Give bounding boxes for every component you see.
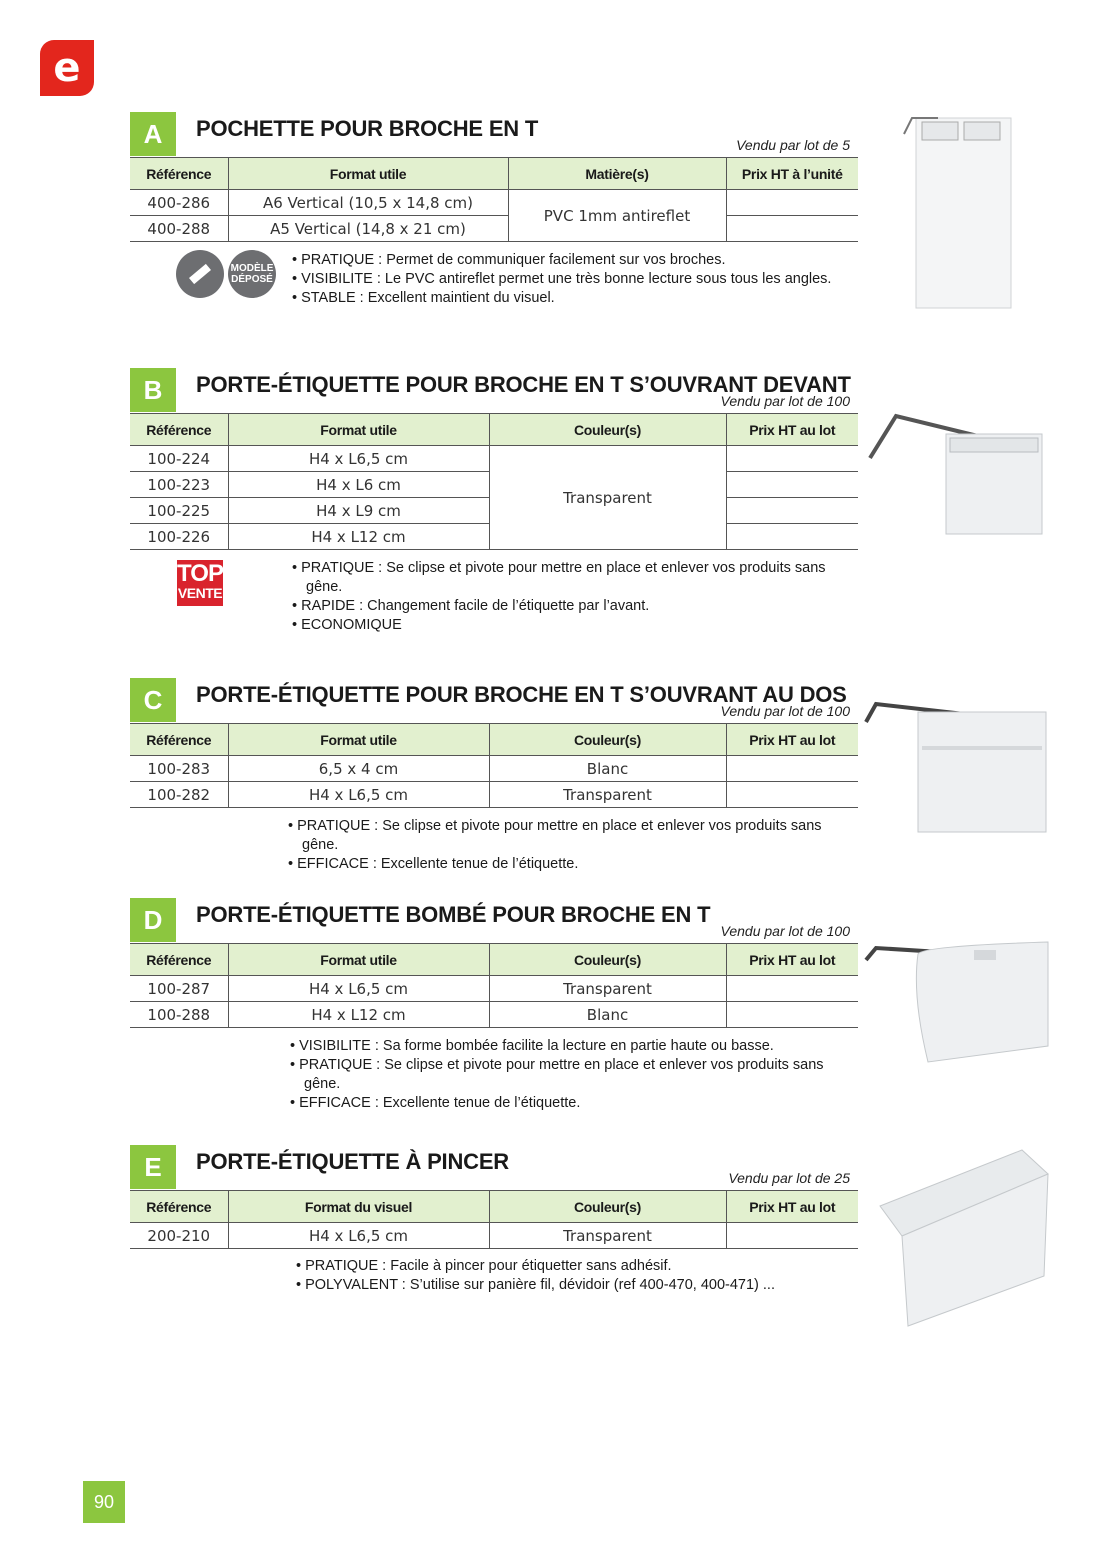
header-price: Prix HT à l’unité (726, 158, 858, 190)
table-row (130, 446, 858, 472)
product-table (130, 943, 858, 1028)
section-letter: B (130, 368, 176, 412)
section-title: PORTE-ÉTIQUETTE POUR BROCHE EN T S’OUVRANT DEVANT (196, 372, 851, 397)
bullet-list (288, 817, 848, 874)
product-image-b (866, 408, 1048, 540)
cell-price (726, 446, 858, 472)
cell-ref: 100-226 (130, 524, 228, 550)
bullet-item: • POLYVALENT : S’utilise sur panière fil, dévidoir (ref 400-470, 400-471) ... (296, 1277, 775, 1293)
cell-color: Transparent (489, 446, 726, 550)
header-price: Prix HT au lot (726, 724, 858, 756)
header-reference: Référence (130, 158, 228, 190)
sold-by: Vendu par lot de 100 (720, 393, 850, 409)
header-format: Format du visuel (228, 1191, 489, 1223)
table-row (130, 190, 858, 216)
cell-color: Blanc (489, 756, 726, 782)
cell-ref: 400-288 (130, 216, 228, 242)
section-letter: E (130, 1145, 176, 1189)
table-row (130, 976, 858, 1002)
product-image-d (862, 936, 1052, 1066)
table-row (130, 782, 858, 808)
section-title: PORTE-ÉTIQUETTE POUR BROCHE EN T S’OUVRANT AU DOS (196, 682, 847, 707)
cell-price (726, 1002, 858, 1028)
sold-by: Vendu par lot de 25 (728, 1170, 850, 1186)
sold-by: Vendu par lot de 5 (736, 137, 850, 153)
bullet-item: • RAPIDE : Changement facile de l’étiquette par l’avant. (292, 598, 650, 614)
section-title: PORTE-ÉTIQUETTE BOMBÉ POUR BROCHE EN T (196, 902, 711, 927)
header-reference: Référence (130, 724, 228, 756)
table-row (130, 1002, 858, 1028)
cell-ref: 100-288 (130, 1002, 228, 1028)
bullet-list (292, 251, 831, 308)
table-row (130, 216, 858, 242)
page-number: 90 (83, 1481, 125, 1523)
cell-ref: 200-210 (130, 1223, 228, 1249)
cell-color: Transparent (489, 1223, 726, 1249)
cell-price (726, 190, 858, 216)
header-color: Couleur(s) (489, 1191, 726, 1223)
product-table (130, 723, 858, 808)
cell-price (726, 524, 858, 550)
bullet-item: • PRATIQUE : Facile à pincer pour étiquetter sans adhésif. (296, 1258, 672, 1274)
ruler-icon (176, 250, 224, 298)
cell-format: H4 x L9 cm (228, 498, 489, 524)
bullet-item: • STABLE : Excellent maintient du visuel. (292, 290, 555, 306)
section-letter: C (130, 678, 176, 722)
cell-price (726, 756, 858, 782)
cell-format: H4 x L6 cm (228, 472, 489, 498)
bullet-item: • PRATIQUE : Permet de communiquer facilement sur vos broches. (292, 252, 726, 268)
section-title: POCHETTE POUR BROCHE EN T (196, 116, 539, 141)
cell-format: H4 x L6,5 cm (228, 1223, 489, 1249)
header-format: Format utile (228, 944, 489, 976)
cell-format: H4 x L6,5 cm (228, 446, 489, 472)
cell-format: H4 x L6,5 cm (228, 782, 489, 808)
bullet-list (296, 1257, 856, 1295)
bullet-item: • VISIBILITE : Le PVC antireflet permet une très bonne lecture sous tous les angles. (292, 271, 832, 287)
header-price: Prix HT au lot (726, 1191, 858, 1223)
bullet-item: • ECONOMIQUE (292, 617, 402, 633)
product-image-a (898, 110, 1018, 310)
bullet-item: • EFFICACE : Excellente tenue de l’étiquette. (288, 856, 579, 872)
brand-logo: e (40, 40, 94, 96)
cell-format: A5 Vertical (14,8 x 21 cm) (228, 216, 508, 242)
cell-format: H4 x L12 cm (228, 1002, 489, 1028)
sold-by: Vendu par lot de 100 (720, 703, 850, 719)
cell-ref: 100-282 (130, 782, 228, 808)
model-badge: MODÈLE DÉPOSÉ (228, 250, 276, 298)
header-color: Couleur(s) (489, 724, 726, 756)
header-format: Format utile (228, 158, 508, 190)
table-row (130, 1223, 858, 1249)
bullet-item: • PRATIQUE : Se clipse et pivote pour mettre en place et enlever vos produits sans gêne. (288, 818, 822, 853)
section-letter: A (130, 112, 176, 156)
header-reference: Référence (130, 414, 228, 446)
cell-ref: 100-287 (130, 976, 228, 1002)
header-material: Matière(s) (508, 158, 726, 190)
cell-color: Transparent (489, 976, 726, 1002)
cell-format: H4 x L6,5 cm (228, 976, 489, 1002)
badge-vente: VENTE (177, 585, 223, 601)
cell-material: PVC 1mm antireflet (508, 190, 726, 242)
cell-price (726, 472, 858, 498)
bullet-list (290, 1037, 850, 1113)
product-image-e (872, 1146, 1052, 1330)
product-image-c (862, 696, 1052, 846)
cell-format: A6 Vertical (10,5 x 14,8 cm) (228, 190, 508, 216)
sold-by: Vendu par lot de 100 (720, 923, 850, 939)
cell-ref: 100-223 (130, 472, 228, 498)
header-format: Format utile (228, 724, 489, 756)
bullet-list (292, 559, 852, 635)
cell-ref: 100-225 (130, 498, 228, 524)
cell-price (726, 216, 858, 242)
cell-format: 6,5 x 4 cm (228, 756, 489, 782)
cell-ref: 100-224 (130, 446, 228, 472)
header-format: Format utile (228, 414, 489, 446)
product-table (130, 1190, 858, 1249)
top-vente-badge (177, 560, 223, 606)
product-table (130, 157, 858, 242)
cell-color: Blanc (489, 1002, 726, 1028)
cell-price (726, 782, 858, 808)
section-letter: D (130, 898, 176, 942)
cell-ref: 100-283 (130, 756, 228, 782)
cell-price (726, 976, 858, 1002)
cell-price (726, 498, 858, 524)
bullet-item: • VISIBILITE : Sa forme bombée facilite la lecture en partie haute ou basse. (290, 1038, 774, 1054)
bullet-item: • PRATIQUE : Se clipse et pivote pour mettre en place et enlever vos produits sans gêne. (290, 1057, 824, 1092)
header-price: Prix HT au lot (726, 944, 858, 976)
badge-top: TOP (177, 560, 223, 587)
bullet-item: • PRATIQUE : Se clipse et pivote pour mettre en place et enlever vos produits sans gêne. (292, 560, 826, 595)
header-price: Prix HT au lot (726, 414, 858, 446)
header-reference: Référence (130, 1191, 228, 1223)
table-row (130, 756, 858, 782)
header-color: Couleur(s) (489, 944, 726, 976)
cell-price (726, 1223, 858, 1249)
cell-color: Transparent (489, 782, 726, 808)
cell-ref: 400-286 (130, 190, 228, 216)
cell-format: H4 x L12 cm (228, 524, 489, 550)
section-title: PORTE-ÉTIQUETTE À PINCER (196, 1149, 509, 1174)
product-table (130, 413, 858, 550)
header-reference: Référence (130, 944, 228, 976)
header-color: Couleur(s) (489, 414, 726, 446)
bullet-item: • EFFICACE : Excellente tenue de l’étiquette. (290, 1095, 581, 1111)
